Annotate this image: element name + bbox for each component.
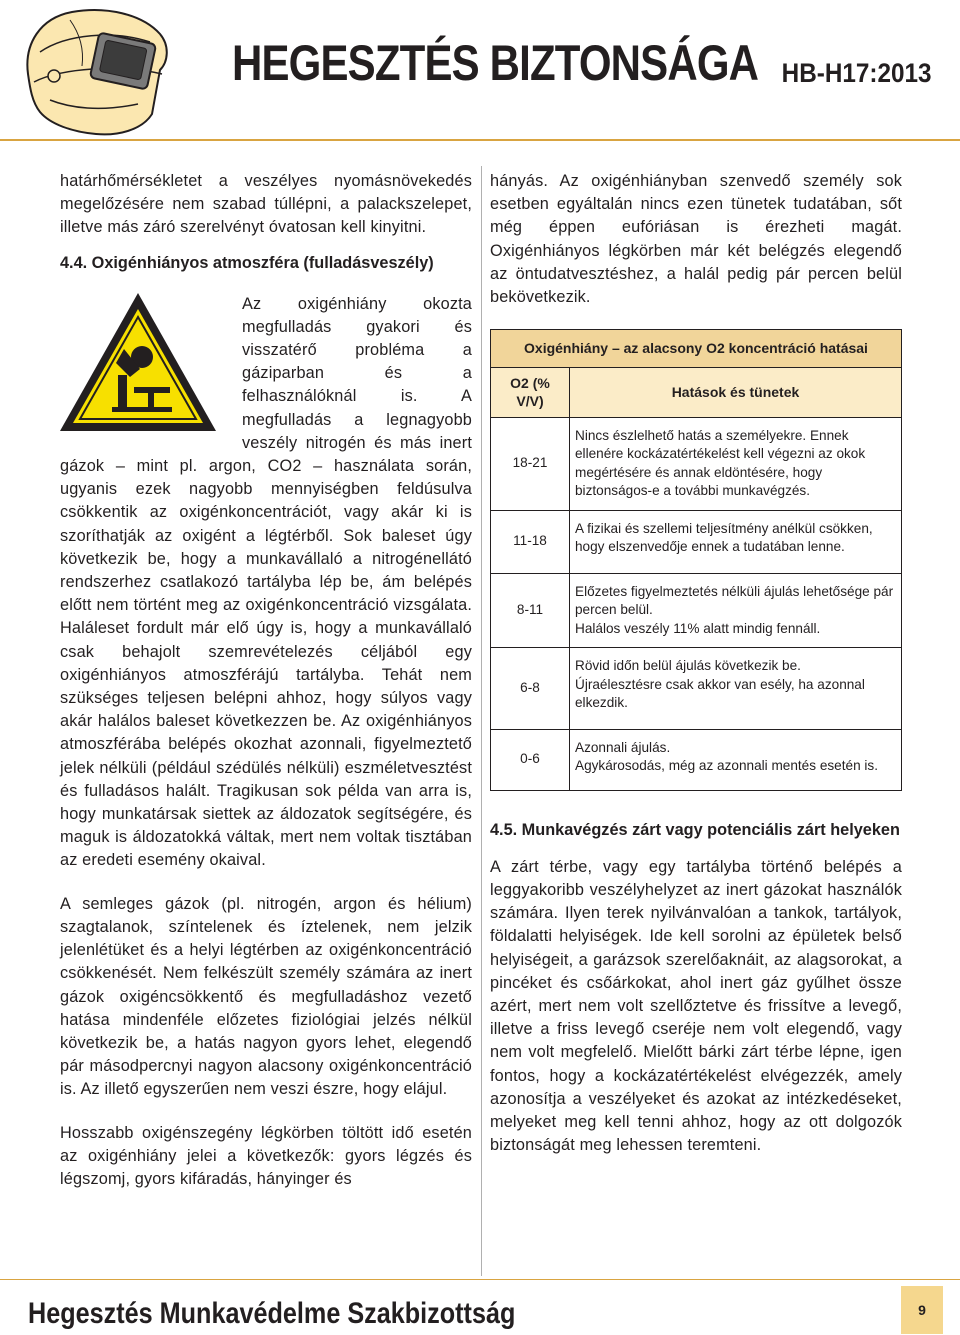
table-header-concentration: O2 (% V/V): [491, 367, 570, 417]
table-cell-effect-line: Nincs észlelhető hatás a személyekre. Ennek ellenére kockázatértékelést kell végezni az okok megértésére és annak eldöntésére, hogy biztonságos-e a további munkavégzés.: [575, 427, 866, 499]
intro-paragraph: határhőmérsékletet a veszélyes nyomásnövekedés megelőzésére nem szabad túllépni, a palackszelepet, illetve más záró szerelvényt óvatosan kell kinyitni.: [60, 172, 472, 237]
oxygen-deficiency-paragraph: Az oxigénhiány okozta megfulladás gyakori és visszatérő probléma a gáziparban és a felhasználóknál is. A megfulladás a legnagyobb veszély nitrogén és más inert gázok – mint pl. argon, CO2 – használata során, ugyanis ezek nagyobb mennyiségben feldúsulva csökkentik az oxigénkoncentrációt, vagy akár ki is szoríthatják az oxigént a légtérből. Sok baleset úgy következik be, hogy a munkavállaló a nitrogénellátó rendszerhez csatlakozó tartályba lép be, ám belépés előtt nem történt meg az oxigénkoncentráció vizsgálata. Haláleset fordult már elő úgy is, hogy a munkavállaló csak behajolt szemrevételezés céljából egy oxigénhiányos atmoszférájú tartályba. Tehát nem szükséges teljesen belépni ahhoz, hogy súlyos vagy akár halálos baleset következzen be. Az oxigénhiányos atmoszférába belépés okozhat azonnali, figyelmeztető jelek nélküli (például szédülés nélküli) eszméletvesztést és fulladásos halált. Tragikusan sok példa van arra is, hogy munkatársak siettek az áldozatok segítségére, és maguk is áldozatokká váltak, mert nem voltak tisztában az eredeti esemény okaival.: [60, 294, 472, 870]
table-cell-concentration: 11-18: [491, 510, 570, 573]
footer-title: Hegesztés Munkavédelme Szakbizottság: [28, 1297, 516, 1330]
table-cell-concentration: 8-11: [491, 573, 570, 648]
table-cell-effect-line: Agykárosodás, még az azonnali mentés esetén is.: [575, 758, 879, 774]
table-cell-effects: [570, 573, 902, 648]
welding-helmet-icon: [10, 4, 190, 144]
footer-divider: [0, 1279, 960, 1280]
symptoms-continued-paragraph: hányás. Az oxigénhiányban szenvedő személy sok esetben egyáltalán nincs ezen tünetek tudatában, sőt még éppen eufóriásan is érezheti magát. Oxigénhiányos légkörben már két belégzés elegendő az öntudatvesztéshez, a halál pedig pár percen belül bekövetkezik.: [490, 172, 902, 307]
table-header-effects: Hatások és tünetek: [570, 367, 902, 417]
table-cell-effects: [570, 648, 902, 730]
column-divider: [481, 166, 482, 1276]
table-row: [491, 729, 902, 790]
table-cell-effect-line: Azonnali ájulás.: [575, 739, 671, 755]
table-cell-effect-line: A fizikai és szellemi teljesítmény anélkül csökken, hogy elszenvedője ennek a tudatában lenne.: [575, 520, 873, 555]
section-heading-4-4: 4.4. Oxigénhiányos atmoszféra (fulladásveszély): [60, 253, 434, 272]
oxygen-deficiency-table: [490, 329, 902, 791]
table-row: [491, 510, 902, 573]
table-caption: Oxigénhiány – az alacsony O2 koncentráció hatásai: [491, 330, 902, 368]
page-title: HEGESZTÉS BIZTONSÁGA: [232, 35, 759, 91]
table-cell-effects: [570, 510, 902, 573]
symptoms-paragraph: Hosszabb oxigénszegény légkörben töltött idő esetén az oxigénhiány jelei a következők: gyors légzés és légszomj, gyors kifáradás, hányinger és: [60, 1123, 472, 1188]
table-cell-effects: [570, 729, 902, 790]
section-heading-4-5: 4.5. Munkavégzés zárt vagy potenciális zárt helyeken: [490, 820, 900, 839]
table-cell-effect-line: Előzetes figyelmeztetés nélküli ájulás lehetősége pár percen belül.: [575, 583, 894, 618]
table-cell-effect-line: Rövid időn belül ájulás következik be.: [575, 658, 801, 674]
right-column: [490, 170, 902, 1157]
table-row: [491, 648, 902, 730]
page-number: 9: [901, 1286, 943, 1334]
oxygen-deficiency-block: [60, 293, 472, 873]
table-row: [491, 417, 902, 510]
header-divider: [0, 139, 960, 141]
suffocation-warning-icon: [58, 289, 234, 439]
table-cell-effect-line: Újraélesztésre csak akkor van esély, ha azonnal elkezdik.: [575, 676, 865, 711]
table-cell-concentration: 18-21: [491, 417, 570, 510]
left-column: [60, 170, 472, 1191]
confined-space-paragraph: A zárt térbe, vagy egy tartályba történő belépés a leggyakoribb veszélyhelyzet az inert gázokat használók számára. Ilyen terek nyilvánvalóan a tankok, tartályok, földalatti helyiségek. Ide kell sorolni az épületek belső helyiségeit, a garázsok szerelőaknáit, az alagsorokat, a pincéket és csőárkokat, ahol inert gáz gyűlhet össze azért, mert nem volt szellőztetve és frissítve a levegő, illetve a friss levegő cseréje nem volt elegendő, vagy nem volt megfelelő. Mielőtt bárki zárt térbe lépne, igen fontos, hogy a kockázatértékelést elvégezzék, amely azonosítja a veszélyeket és azokat az intézkedéseket, melyeket meg kell tenni ahhoz, hogy az ott dolgozók biztonságát meg lehessen teremteni.: [490, 857, 902, 1155]
table-cell-effect-line: Halálos veszély 11% alatt mindig fennáll.: [575, 620, 821, 636]
table-cell-concentration: 0-6: [491, 729, 570, 790]
table-row: [491, 573, 902, 648]
table-cell-concentration: 6-8: [491, 648, 570, 730]
document-code: HB-H17:2013: [782, 58, 932, 88]
table-cell-effects: [570, 417, 902, 510]
inert-gases-paragraph: A semleges gázok (pl. nitrogén, argon és hélium) szagtalanok, színtelenek és íztelenek, nem jelzik jelenlétüket és a helyi légtérben az oxigénkoncentráció csökkenését. Nem felkészült személy számára az inert gázok oxigéncsökkentő és megfulladáshoz vezető hatása mindenféle előzetes fiziológiai jelzés nélkül következik be, a hatás nagyon gyors lehet, elegendő pár másodpercnyi nagyon alacsony oxigénkoncentráció is. Az illető egyszerűen nem veszi észre, hogy elájul.: [60, 894, 472, 1099]
